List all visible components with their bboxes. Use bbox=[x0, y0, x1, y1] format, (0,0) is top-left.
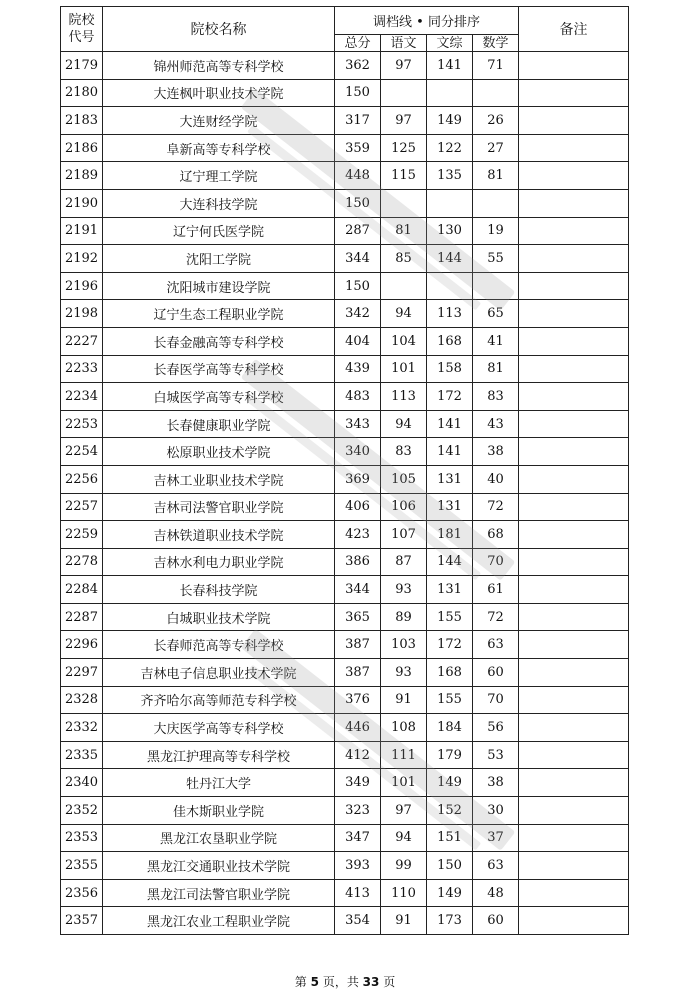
table-row bbox=[61, 438, 629, 466]
cell-math-score: 60 bbox=[473, 659, 519, 687]
cell-total-score: 448 bbox=[335, 162, 381, 190]
cell-school-name: 黑龙江司法警官职业学院 bbox=[103, 879, 335, 907]
header-school-code-line1: 院校 bbox=[68, 13, 95, 28]
cell-note bbox=[519, 631, 629, 659]
cell-math-score: 37 bbox=[473, 824, 519, 852]
cell-math-score: 30 bbox=[473, 797, 519, 825]
cell-total-score: 387 bbox=[335, 659, 381, 687]
cell-wenzong-score: 149 bbox=[427, 769, 473, 797]
cell-school-name: 牡丹江大学 bbox=[103, 769, 335, 797]
cell-chinese-score: 91 bbox=[381, 686, 427, 714]
cell-school-name: 长春健康职业学院 bbox=[103, 410, 335, 438]
cell-wenzong-score: 131 bbox=[427, 493, 473, 521]
cell-note bbox=[519, 769, 629, 797]
cell-note bbox=[519, 907, 629, 935]
table-row bbox=[61, 107, 629, 135]
table-row bbox=[61, 714, 629, 742]
cell-total-score: 340 bbox=[335, 438, 381, 466]
cell-total-score: 344 bbox=[335, 245, 381, 273]
cell-math-score bbox=[473, 272, 519, 300]
table-row bbox=[61, 383, 629, 411]
cell-total-score: 365 bbox=[335, 603, 381, 631]
cell-note bbox=[519, 355, 629, 383]
cell-school-code: 2328 bbox=[61, 686, 103, 714]
cell-wenzong-score: 130 bbox=[427, 217, 473, 245]
header-wenzong: 文综 bbox=[427, 35, 473, 52]
table-row bbox=[61, 879, 629, 907]
cell-note bbox=[519, 659, 629, 687]
table-row bbox=[61, 327, 629, 355]
cell-wenzong-score bbox=[427, 79, 473, 107]
cell-wenzong-score: 181 bbox=[427, 521, 473, 549]
cell-chinese-score: 108 bbox=[381, 714, 427, 742]
cell-chinese-score: 125 bbox=[381, 134, 427, 162]
cell-total-score: 354 bbox=[335, 907, 381, 935]
cell-school-name: 辽宁理工学院 bbox=[103, 162, 335, 190]
cell-school-code: 2191 bbox=[61, 217, 103, 245]
cell-school-name: 长春医学高等专科学校 bbox=[103, 355, 335, 383]
cell-school-name: 沈阳城市建设学院 bbox=[103, 272, 335, 300]
cell-school-name: 长春师范高等专科学校 bbox=[103, 631, 335, 659]
table-row bbox=[61, 300, 629, 328]
cell-school-code: 2287 bbox=[61, 603, 103, 631]
cell-total-score: 323 bbox=[335, 797, 381, 825]
header-school-code-line2: 代号 bbox=[68, 30, 95, 45]
cell-chinese-score: 97 bbox=[381, 107, 427, 135]
cell-chinese-score: 104 bbox=[381, 327, 427, 355]
cell-chinese-score: 105 bbox=[381, 465, 427, 493]
cell-math-score: 26 bbox=[473, 107, 519, 135]
cell-total-score: 483 bbox=[335, 383, 381, 411]
cell-school-code: 2335 bbox=[61, 741, 103, 769]
cell-note bbox=[519, 438, 629, 466]
cell-note bbox=[519, 162, 629, 190]
table-row bbox=[61, 797, 629, 825]
cell-chinese-score: 110 bbox=[381, 879, 427, 907]
cell-note bbox=[519, 576, 629, 604]
cell-math-score: 81 bbox=[473, 355, 519, 383]
cell-wenzong-score: 168 bbox=[427, 327, 473, 355]
cell-school-name: 吉林铁道职业技术学院 bbox=[103, 521, 335, 549]
admission-score-table bbox=[60, 6, 629, 935]
cell-math-score: 71 bbox=[473, 52, 519, 80]
cell-chinese-score bbox=[381, 272, 427, 300]
cell-school-name: 黑龙江农业工程职业学院 bbox=[103, 907, 335, 935]
cell-wenzong-score: 168 bbox=[427, 659, 473, 687]
cell-school-name: 吉林工业职业技术学院 bbox=[103, 465, 335, 493]
cell-wenzong-score: 144 bbox=[427, 548, 473, 576]
table-row bbox=[61, 907, 629, 935]
cell-chinese-score bbox=[381, 189, 427, 217]
cell-math-score bbox=[473, 189, 519, 217]
cell-math-score: 70 bbox=[473, 686, 519, 714]
table-row bbox=[61, 410, 629, 438]
cell-math-score: 63 bbox=[473, 631, 519, 659]
cell-math-score: 83 bbox=[473, 383, 519, 411]
cell-chinese-score: 97 bbox=[381, 797, 427, 825]
cell-wenzong-score: 150 bbox=[427, 852, 473, 880]
cell-total-score: 413 bbox=[335, 879, 381, 907]
cell-wenzong-score: 172 bbox=[427, 631, 473, 659]
cell-math-score: 68 bbox=[473, 521, 519, 549]
cell-note bbox=[519, 107, 629, 135]
cell-total-score: 412 bbox=[335, 741, 381, 769]
cell-note bbox=[519, 548, 629, 576]
cell-school-name: 黑龙江农垦职业学院 bbox=[103, 824, 335, 852]
cell-total-score: 386 bbox=[335, 548, 381, 576]
cell-math-score: 81 bbox=[473, 162, 519, 190]
cell-math-score: 56 bbox=[473, 714, 519, 742]
cell-chinese-score: 89 bbox=[381, 603, 427, 631]
cell-math-score: 55 bbox=[473, 245, 519, 273]
table-row bbox=[61, 162, 629, 190]
cell-note bbox=[519, 189, 629, 217]
cell-school-code: 2253 bbox=[61, 410, 103, 438]
cell-math-score: 61 bbox=[473, 576, 519, 604]
cell-total-score: 359 bbox=[335, 134, 381, 162]
cell-school-code: 2186 bbox=[61, 134, 103, 162]
cell-school-code: 2198 bbox=[61, 300, 103, 328]
cell-math-score: 41 bbox=[473, 327, 519, 355]
cell-chinese-score: 113 bbox=[381, 383, 427, 411]
cell-wenzong-score: 141 bbox=[427, 410, 473, 438]
footer-prefix: 第 bbox=[294, 975, 307, 989]
cell-note bbox=[519, 272, 629, 300]
cell-school-code: 2259 bbox=[61, 521, 103, 549]
cell-chinese-score: 99 bbox=[381, 852, 427, 880]
cell-school-name: 佳木斯职业学院 bbox=[103, 797, 335, 825]
cell-wenzong-score: 135 bbox=[427, 162, 473, 190]
header-total-score: 总分 bbox=[335, 35, 381, 52]
table-body bbox=[61, 52, 629, 935]
cell-school-name: 吉林电子信息职业技术学院 bbox=[103, 659, 335, 687]
table-row bbox=[61, 272, 629, 300]
table-row bbox=[61, 852, 629, 880]
cell-school-name: 齐齐哈尔高等师范专科学校 bbox=[103, 686, 335, 714]
cell-school-code: 2233 bbox=[61, 355, 103, 383]
cell-wenzong-score: 158 bbox=[427, 355, 473, 383]
cell-total-score: 446 bbox=[335, 714, 381, 742]
cell-school-name: 黑龙江交通职业技术学院 bbox=[103, 852, 335, 880]
cell-total-score: 393 bbox=[335, 852, 381, 880]
cell-school-name: 大庆医学高等专科学校 bbox=[103, 714, 335, 742]
cell-school-code: 2356 bbox=[61, 879, 103, 907]
cell-chinese-score: 83 bbox=[381, 438, 427, 466]
cell-note bbox=[519, 686, 629, 714]
cell-school-code: 2357 bbox=[61, 907, 103, 935]
cell-note bbox=[519, 217, 629, 245]
cell-school-name: 沈阳工学院 bbox=[103, 245, 335, 273]
cell-chinese-score: 94 bbox=[381, 410, 427, 438]
cell-school-code: 2183 bbox=[61, 107, 103, 135]
cell-math-score: 19 bbox=[473, 217, 519, 245]
cell-note bbox=[519, 493, 629, 521]
table-row bbox=[61, 493, 629, 521]
cell-total-score: 349 bbox=[335, 769, 381, 797]
cell-chinese-score: 81 bbox=[381, 217, 427, 245]
cell-wenzong-score: 151 bbox=[427, 824, 473, 852]
cell-total-score: 287 bbox=[335, 217, 381, 245]
cell-school-code: 2284 bbox=[61, 576, 103, 604]
cell-note bbox=[519, 603, 629, 631]
cell-school-name: 吉林司法警官职业学院 bbox=[103, 493, 335, 521]
cell-chinese-score: 107 bbox=[381, 521, 427, 549]
cell-chinese-score: 91 bbox=[381, 907, 427, 935]
cell-wenzong-score: 149 bbox=[427, 879, 473, 907]
cell-math-score: 60 bbox=[473, 907, 519, 935]
table-row bbox=[61, 189, 629, 217]
cell-note bbox=[519, 465, 629, 493]
cell-math-score: 40 bbox=[473, 465, 519, 493]
cell-school-code: 2192 bbox=[61, 245, 103, 273]
cell-school-code: 2332 bbox=[61, 714, 103, 742]
cell-chinese-score: 85 bbox=[381, 245, 427, 273]
cell-school-name: 长春科技学院 bbox=[103, 576, 335, 604]
cell-wenzong-score: 141 bbox=[427, 438, 473, 466]
cell-school-code: 2352 bbox=[61, 797, 103, 825]
cell-school-name: 大连枫叶职业技术学院 bbox=[103, 79, 335, 107]
table-row bbox=[61, 79, 629, 107]
header-school-name: 院校名称 bbox=[103, 7, 335, 52]
cell-school-code: 2179 bbox=[61, 52, 103, 80]
cell-chinese-score: 87 bbox=[381, 548, 427, 576]
cell-wenzong-score: 152 bbox=[427, 797, 473, 825]
cell-wenzong-score bbox=[427, 272, 473, 300]
cell-total-score: 150 bbox=[335, 79, 381, 107]
cell-chinese-score: 94 bbox=[381, 300, 427, 328]
header-note: 备注 bbox=[519, 7, 629, 52]
cell-school-name: 锦州师范高等专科学校 bbox=[103, 52, 335, 80]
table-row bbox=[61, 465, 629, 493]
cell-note bbox=[519, 134, 629, 162]
table-row bbox=[61, 134, 629, 162]
cell-math-score: 72 bbox=[473, 603, 519, 631]
cell-wenzong-score bbox=[427, 189, 473, 217]
cell-school-code: 2297 bbox=[61, 659, 103, 687]
cell-wenzong-score: 172 bbox=[427, 383, 473, 411]
cell-total-score: 150 bbox=[335, 272, 381, 300]
cell-total-score: 387 bbox=[335, 631, 381, 659]
cell-math-score: 38 bbox=[473, 769, 519, 797]
header-cutoff-group: 调档线 • 同分排序 bbox=[335, 7, 519, 35]
cell-school-name: 辽宁生态工程职业学院 bbox=[103, 300, 335, 328]
footer-middle: 页，共 bbox=[322, 975, 359, 989]
cell-math-score: 70 bbox=[473, 548, 519, 576]
cell-wenzong-score: 155 bbox=[427, 686, 473, 714]
header-math: 数学 bbox=[473, 35, 519, 52]
table-row bbox=[61, 659, 629, 687]
cell-note bbox=[519, 327, 629, 355]
cell-note bbox=[519, 52, 629, 80]
cell-note bbox=[519, 521, 629, 549]
header-chinese: 语文 bbox=[381, 35, 427, 52]
cell-math-score: 53 bbox=[473, 741, 519, 769]
cell-school-code: 2257 bbox=[61, 493, 103, 521]
cell-total-score: 347 bbox=[335, 824, 381, 852]
cell-note bbox=[519, 383, 629, 411]
cell-note bbox=[519, 852, 629, 880]
cell-school-code: 2355 bbox=[61, 852, 103, 880]
cell-note bbox=[519, 79, 629, 107]
cell-wenzong-score: 155 bbox=[427, 603, 473, 631]
table-row bbox=[61, 686, 629, 714]
table-row bbox=[61, 603, 629, 631]
cell-total-score: 362 bbox=[335, 52, 381, 80]
cell-note bbox=[519, 797, 629, 825]
table-row bbox=[61, 741, 629, 769]
cell-school-code: 2234 bbox=[61, 383, 103, 411]
cell-math-score: 43 bbox=[473, 410, 519, 438]
cell-school-name: 长春金融高等专科学校 bbox=[103, 327, 335, 355]
cell-total-score: 342 bbox=[335, 300, 381, 328]
cell-school-name: 白城医学高等专科学校 bbox=[103, 383, 335, 411]
cell-wenzong-score: 179 bbox=[427, 741, 473, 769]
cell-total-score: 343 bbox=[335, 410, 381, 438]
cell-school-code: 2227 bbox=[61, 327, 103, 355]
cell-chinese-score: 97 bbox=[381, 52, 427, 80]
cell-school-name: 辽宁何氏医学院 bbox=[103, 217, 335, 245]
cell-chinese-score bbox=[381, 79, 427, 107]
cell-math-score: 63 bbox=[473, 852, 519, 880]
cell-math-score: 38 bbox=[473, 438, 519, 466]
cell-school-name: 阜新高等专科学校 bbox=[103, 134, 335, 162]
cell-school-name: 白城职业技术学院 bbox=[103, 603, 335, 631]
table-header bbox=[61, 7, 629, 52]
cell-chinese-score: 115 bbox=[381, 162, 427, 190]
cell-school-code: 2278 bbox=[61, 548, 103, 576]
cell-note bbox=[519, 245, 629, 273]
cell-total-score: 439 bbox=[335, 355, 381, 383]
table-row bbox=[61, 52, 629, 80]
cell-wenzong-score: 144 bbox=[427, 245, 473, 273]
table-row bbox=[61, 576, 629, 604]
cell-school-code: 2190 bbox=[61, 189, 103, 217]
footer-page-number: 5 bbox=[310, 975, 319, 989]
cell-note bbox=[519, 300, 629, 328]
cell-wenzong-score: 141 bbox=[427, 52, 473, 80]
cell-note bbox=[519, 824, 629, 852]
cell-school-code: 2340 bbox=[61, 769, 103, 797]
footer-total-pages: 33 bbox=[362, 975, 380, 989]
cell-chinese-score: 94 bbox=[381, 824, 427, 852]
cell-total-score: 404 bbox=[335, 327, 381, 355]
page-footer bbox=[0, 973, 690, 990]
cell-note bbox=[519, 879, 629, 907]
table-row bbox=[61, 548, 629, 576]
cell-math-score bbox=[473, 79, 519, 107]
cell-total-score: 376 bbox=[335, 686, 381, 714]
cell-wenzong-score: 113 bbox=[427, 300, 473, 328]
cell-school-name: 大连财经学院 bbox=[103, 107, 335, 135]
cell-wenzong-score: 173 bbox=[427, 907, 473, 935]
cell-school-code: 2296 bbox=[61, 631, 103, 659]
cell-chinese-score: 103 bbox=[381, 631, 427, 659]
cell-total-score: 317 bbox=[335, 107, 381, 135]
cell-school-code: 2189 bbox=[61, 162, 103, 190]
cell-chinese-score: 101 bbox=[381, 769, 427, 797]
table-row bbox=[61, 769, 629, 797]
cell-school-name: 黑龙江护理高等专科学校 bbox=[103, 741, 335, 769]
cell-total-score: 406 bbox=[335, 493, 381, 521]
table-row bbox=[61, 355, 629, 383]
footer-suffix: 页 bbox=[383, 975, 396, 989]
table-row bbox=[61, 217, 629, 245]
cell-note bbox=[519, 714, 629, 742]
cell-wenzong-score: 184 bbox=[427, 714, 473, 742]
table-row bbox=[61, 521, 629, 549]
cell-math-score: 65 bbox=[473, 300, 519, 328]
cell-math-score: 48 bbox=[473, 879, 519, 907]
cell-chinese-score: 93 bbox=[381, 576, 427, 604]
cell-school-code: 2254 bbox=[61, 438, 103, 466]
cell-chinese-score: 106 bbox=[381, 493, 427, 521]
cell-school-code: 2180 bbox=[61, 79, 103, 107]
table-row bbox=[61, 631, 629, 659]
cell-note bbox=[519, 741, 629, 769]
cell-school-code: 2256 bbox=[61, 465, 103, 493]
cell-note bbox=[519, 410, 629, 438]
cell-total-score: 344 bbox=[335, 576, 381, 604]
cell-wenzong-score: 122 bbox=[427, 134, 473, 162]
cell-chinese-score: 101 bbox=[381, 355, 427, 383]
cell-total-score: 369 bbox=[335, 465, 381, 493]
cell-school-code: 2196 bbox=[61, 272, 103, 300]
cell-chinese-score: 111 bbox=[381, 741, 427, 769]
table-row bbox=[61, 824, 629, 852]
cell-wenzong-score: 131 bbox=[427, 576, 473, 604]
cell-math-score: 72 bbox=[473, 493, 519, 521]
cell-school-name: 松原职业技术学院 bbox=[103, 438, 335, 466]
cell-total-score: 423 bbox=[335, 521, 381, 549]
cell-school-code: 2353 bbox=[61, 824, 103, 852]
cell-total-score: 150 bbox=[335, 189, 381, 217]
cell-school-name: 吉林水利电力职业学院 bbox=[103, 548, 335, 576]
table-row bbox=[61, 245, 629, 273]
header-school-code bbox=[61, 7, 103, 52]
cell-wenzong-score: 149 bbox=[427, 107, 473, 135]
cell-wenzong-score: 131 bbox=[427, 465, 473, 493]
cell-chinese-score: 93 bbox=[381, 659, 427, 687]
cell-school-name: 大连科技学院 bbox=[103, 189, 335, 217]
cell-math-score: 27 bbox=[473, 134, 519, 162]
